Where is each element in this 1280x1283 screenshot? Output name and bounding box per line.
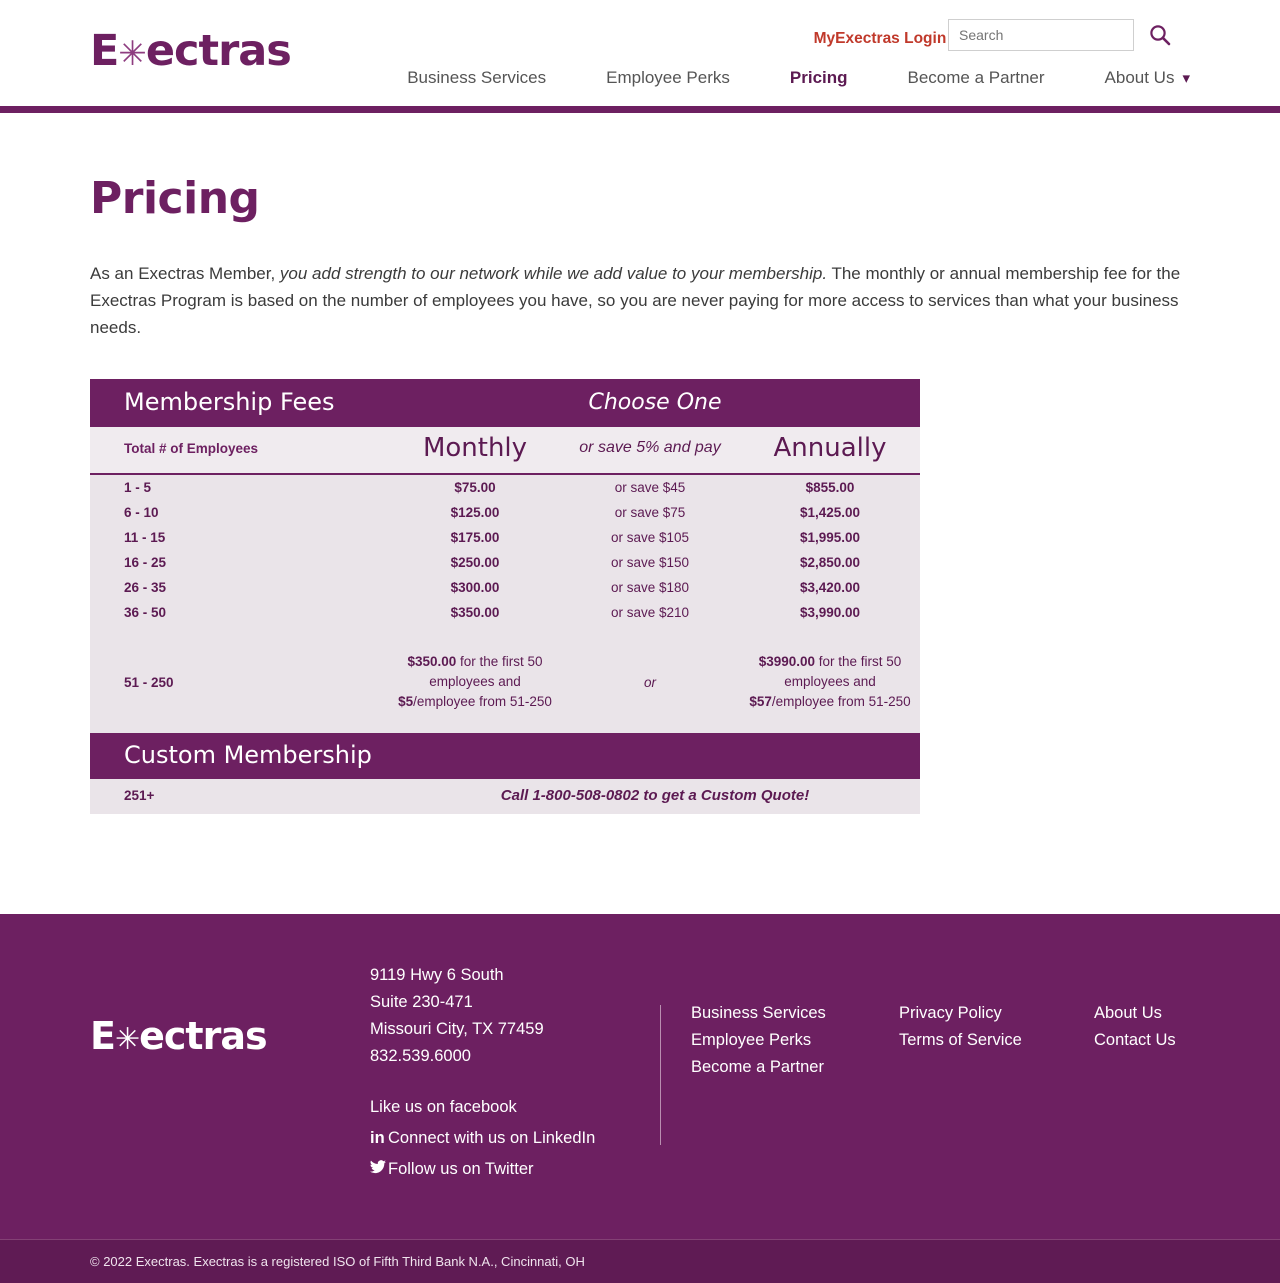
footer-logo[interactable]: [90, 962, 370, 1187]
cell-employees: 36 - 50: [90, 600, 390, 625]
footer-link-business-services[interactable]: Business Services: [691, 1004, 826, 1022]
site-footer: [0, 914, 1280, 1283]
myexectras-login-link[interactable]: MyExectras Login: [813, 30, 947, 47]
footer-logo-post: ectras: [139, 1014, 267, 1058]
col-header-save: or save 5% and pay: [560, 427, 740, 474]
custom-membership-section: [90, 733, 920, 814]
tier-annual-text-1: for the first 50 employees and: [784, 654, 902, 689]
custom-membership-row: [90, 779, 920, 814]
header-accent-bar: [0, 106, 1280, 113]
content-spacer: [90, 814, 1190, 914]
tier-monthly-text-2: /employee from 51-250: [413, 694, 552, 709]
table-row: [90, 525, 920, 550]
page-title: Pricing: [90, 173, 260, 224]
cell-employees: 251+: [90, 779, 390, 814]
search-input[interactable]: [949, 20, 1133, 50]
cell-save: or save $150: [560, 550, 740, 575]
cell-monthly-tier: [390, 647, 560, 717]
footer-logo-star-icon: ✳: [114, 1022, 140, 1057]
cell-employees: 51 - 250: [90, 647, 390, 717]
logo-post: ectras: [145, 26, 291, 76]
nav-item-about-us[interactable]: [1105, 68, 1190, 88]
tier-monthly-amount: $350.00: [407, 654, 457, 669]
footer-link-contact-us[interactable]: Contact Us: [1094, 1031, 1176, 1049]
table-band-header: [90, 379, 920, 427]
footer-address: [370, 962, 660, 1187]
nav-item-business-services[interactable]: Business Services: [407, 68, 547, 87]
footer-links-column-1: [691, 1000, 899, 1187]
copyright-text: © 2022 Exectras. Exectras is a registered ISO of Fifth Third Bank N.A., Cincinnati, OH: [0, 1239, 1280, 1283]
address-line-1: 9119 Hwy 6 South: [370, 966, 504, 984]
custom-membership-title: Custom Membership: [90, 733, 920, 779]
footer-logo-text: [90, 1014, 370, 1058]
logo-text: [90, 26, 291, 76]
logo-pre: E: [90, 26, 119, 76]
linkedin-link[interactable]: [370, 1125, 660, 1152]
twitter-label: Follow us on Twitter: [388, 1160, 534, 1178]
col-header-annually: Annually: [740, 427, 920, 474]
cell-annually: $3,990.00: [740, 600, 920, 625]
table-row: [90, 575, 920, 600]
tier-annual-rate: $57: [749, 694, 772, 709]
cell-annually: $2,850.00: [740, 550, 920, 575]
table-title: Membership Fees: [124, 388, 335, 416]
cell-employees: 11 - 15: [90, 525, 390, 550]
search-button[interactable]: [1145, 20, 1175, 50]
twitter-icon: [370, 1156, 388, 1183]
footer-links-column-2: [899, 1000, 1094, 1187]
intro-paragraph: [90, 260, 1190, 341]
table-body: [90, 474, 920, 733]
facebook-label: Like us on facebook: [370, 1098, 517, 1116]
cell-annually: $1,425.00: [740, 500, 920, 525]
twitter-link[interactable]: [370, 1156, 660, 1183]
cell-monthly: $350.00: [390, 600, 560, 625]
footer-link-become-a-partner[interactable]: Become a Partner: [691, 1058, 824, 1076]
table-spacer: [90, 625, 920, 647]
tier-annual-text-2: /employee from 51-250: [771, 694, 911, 709]
table-choose-one: Choose One: [588, 389, 722, 415]
cell-monthly: $125.00: [390, 500, 560, 525]
cell-save: or save $105: [560, 525, 740, 550]
cell-monthly: $300.00: [390, 575, 560, 600]
cell-annually: $855.00: [740, 474, 920, 500]
cell-employees: 26 - 35: [90, 575, 390, 600]
linkedin-label: Connect with us on LinkedIn: [388, 1129, 596, 1147]
table-column-headers: [90, 427, 920, 474]
footer-link-employee-perks[interactable]: Employee Perks: [691, 1031, 812, 1049]
col-header-employees: Total # of Employees: [90, 427, 390, 474]
phone-number[interactable]: 832.539.6000: [370, 1047, 471, 1065]
intro-part-1: As an Exectras Member,: [90, 264, 280, 283]
intro-emphasis: you add strength to our network while we add value to your membership.: [279, 264, 828, 283]
address-line-2: Suite 230-471: [370, 993, 473, 1011]
cell-save: or save $210: [560, 600, 740, 625]
cell-monthly: $175.00: [390, 525, 560, 550]
site-logo[interactable]: [90, 26, 291, 76]
main-content: [0, 173, 1280, 914]
intro-part-2: The monthly or annual membership fee for the Exectras Program is based on the number of employees you have, so you are never paying for more access to services than what your business needs.: [90, 264, 1181, 337]
linkedin-icon: in: [370, 1129, 385, 1147]
cell-save: or save $180: [560, 575, 740, 600]
nav-item-about-us-label: About Us: [1104, 68, 1175, 87]
main-navigation: [0, 68, 1280, 88]
table-bottom-pad: [90, 717, 920, 733]
cell-annually: $3,420.00: [740, 575, 920, 600]
search-icon: [1149, 24, 1171, 46]
cell-annual-tier: [740, 647, 920, 717]
table-row: [90, 474, 920, 500]
nav-item-employee-perks[interactable]: Employee Perks: [606, 68, 730, 87]
address-line-3: Missouri City, TX 77459: [370, 1020, 544, 1038]
cell-annually: $1,995.00: [740, 525, 920, 550]
footer-logo-pre: E: [90, 1014, 115, 1058]
custom-quote-text: Call 1-800-508-0802 to get a Custom Quote!: [390, 779, 920, 814]
footer-links: [691, 962, 1190, 1187]
nav-item-pricing[interactable]: Pricing: [789, 68, 848, 87]
table-row: [90, 550, 920, 575]
cell-employees: 1 - 5: [90, 474, 390, 500]
logo-star-icon: ✳: [118, 34, 146, 74]
nav-item-become-a-partner[interactable]: Become a Partner: [907, 68, 1045, 87]
site-header: [0, 0, 1280, 113]
footer-link-about-us[interactable]: About Us: [1094, 1004, 1162, 1022]
search-box[interactable]: [948, 19, 1134, 51]
cell-save: or save $75: [560, 500, 740, 525]
footer-link-terms-of-service[interactable]: Terms of Service: [899, 1031, 1022, 1049]
cell-employees: 16 - 25: [90, 550, 390, 575]
col-header-monthly: Monthly: [390, 427, 560, 474]
footer-link-privacy-policy[interactable]: Privacy Policy: [899, 1004, 1002, 1022]
table-row-tier: [90, 647, 920, 717]
footer-inner: [0, 962, 1280, 1187]
cell-monthly: $250.00: [390, 550, 560, 575]
footer-links-column-3: [1094, 1000, 1176, 1187]
facebook-link[interactable]: [370, 1094, 660, 1121]
cell-monthly: $75.00: [390, 474, 560, 500]
tier-monthly-rate: $5: [398, 694, 414, 709]
cell-employees: 6 - 10: [90, 500, 390, 525]
tier-annual-amount: $3990.00: [758, 654, 815, 669]
table-row: [90, 500, 920, 525]
membership-fees-table: [90, 379, 920, 814]
custom-membership-band: [90, 733, 920, 779]
social-links: [370, 1094, 660, 1183]
cell-save: or save $45: [560, 474, 740, 500]
tier-monthly-text-1: for the first 50 employees and: [429, 654, 543, 689]
table-row: [90, 600, 920, 625]
chevron-down-icon: ▾: [1182, 70, 1190, 87]
cell-or: or: [560, 647, 740, 717]
footer-divider: [660, 1005, 661, 1145]
